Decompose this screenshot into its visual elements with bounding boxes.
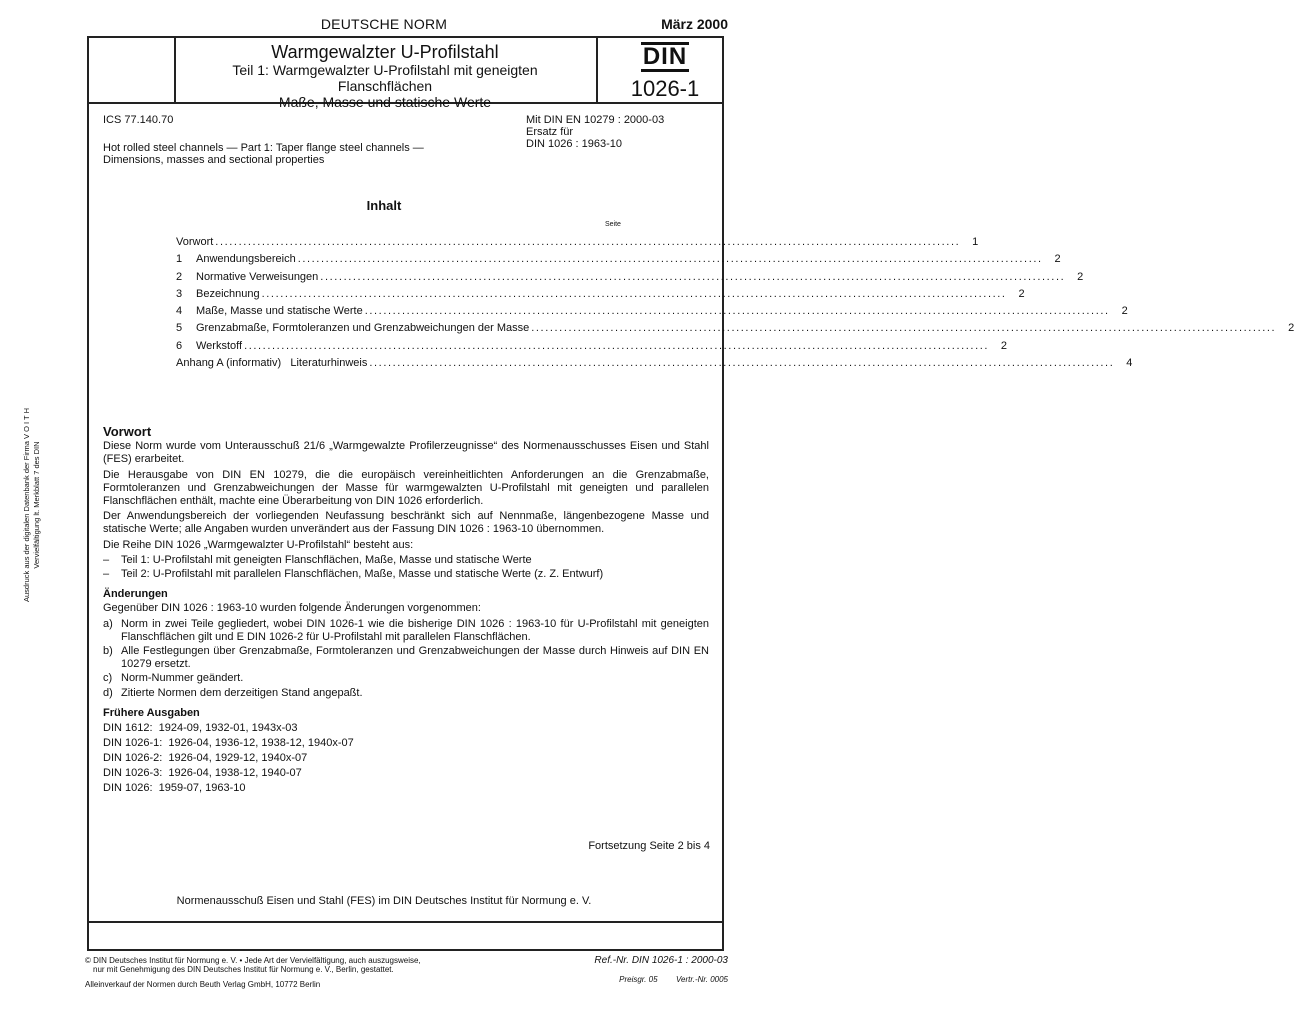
reference-number: Ref.-Nr. DIN 1026-1 : 2000-03 xyxy=(594,955,728,966)
foreword-paragraph-3: Der Anwendungsbereich der vorliegenden Neufassung beschränkt sich auf Nennmaße, längenbezogene Masse und statische Werte; alle Angaben wurden unverändert aus der Fassung DIN 1026 : 1963-10 übernommen. xyxy=(103,510,709,536)
toc-entry-label: Bezeichnung xyxy=(196,287,260,300)
copyright-line-2: nur mit Genehmigung des DIN Deutsches Institut für Normung e. V., Berlin, gestattet. xyxy=(93,965,394,974)
series-item xyxy=(103,554,709,567)
toc-leader-dots: ................................................................................................................................................................ xyxy=(320,270,1066,283)
toc-entry-number: 6 xyxy=(176,339,183,352)
series-item xyxy=(103,568,709,581)
list-text: Teil 2: U-Profilstahl mit parallelen Flanschflächen, Maße, Masse und statische Werte (z. Z. Entwurf) xyxy=(121,568,604,581)
toc-leader-dots: ................................................................................................................................................................ xyxy=(364,305,1110,318)
replacement-line-2: Ersatz für xyxy=(526,126,574,138)
english-title-line-1: Hot rolled steel channels — Part 1: Taper flange steel channels — xyxy=(103,142,424,154)
din-block xyxy=(610,42,720,102)
toc-leader-dots: ................................................................................................................................................................ xyxy=(215,236,961,248)
committee-line: Normenausschuß Eisen und Stahl (FES) im DIN Deutsches Institut für Normung e. V. xyxy=(176,895,592,907)
document-subtitle-2: Maße, Masse und statische Werte xyxy=(278,94,492,110)
toc-entry[interactable] xyxy=(176,236,979,253)
toc-entry[interactable] xyxy=(176,339,1008,357)
toc-entry-label: Werkstoff xyxy=(196,339,243,352)
change-item xyxy=(103,618,709,644)
copyright-notice xyxy=(85,956,421,974)
continuation-note: Fortsetzung Seite 2 bis 4 xyxy=(588,840,710,852)
foreword-heading: Vorwort xyxy=(103,424,152,439)
history-line: DIN 1026: 1959-07, 1963-10 xyxy=(103,782,246,795)
price-info xyxy=(619,975,728,984)
history-line: DIN 1612: 1924-09, 1932-01, 1943x-03 xyxy=(103,722,298,735)
ics-code: ICS 77.140.70 xyxy=(103,114,174,126)
toc-entry-number: 2 xyxy=(176,270,183,283)
din-logo: DIN xyxy=(642,43,688,70)
history-heading: Frühere Ausgaben xyxy=(103,706,200,719)
contents-page-header: Seite xyxy=(605,221,621,228)
replacement-line-3: DIN 1026 : 1963-10 xyxy=(526,138,623,150)
series-list xyxy=(103,554,709,581)
side-note-text xyxy=(22,408,42,602)
header-right-divider xyxy=(596,38,598,102)
toc-entry-page: 4 xyxy=(1126,357,1133,370)
list-text: Norm in zwei Teile gegliedert, wobei DIN 1026-1 wie die bisherige DIN 1026 : 1963-10 für U-Profilstahl mit geneigten Flanschflächen gilt und E DIN 1026-2 für U-Profilstahl mit parallelen Flanschflächen. xyxy=(121,617,709,643)
toc-entry-label: Anwendungsbereich xyxy=(196,253,296,266)
history-list xyxy=(103,721,709,796)
toc-leader-dots: ................................................................................................................................................................ xyxy=(369,357,1115,370)
toc-entry[interactable] xyxy=(176,253,1061,270)
list-text: Norm-Nummer geändert. xyxy=(121,672,244,685)
standard-type: DEUTSCHE NORM xyxy=(320,16,448,32)
list-text: Alle Festlegungen über Grenzabmaße, Formtoleranzen und Grenzabweichungen der Masse durch Hinweis auf DIN EN 10279 ersetzt. xyxy=(121,645,709,671)
contents-title: Inhalt xyxy=(366,198,402,213)
header-left-divider xyxy=(174,38,176,102)
table-of-contents xyxy=(176,236,1294,374)
footer-divider xyxy=(89,921,722,923)
document-subtitle-1: Teil 1: Warmgewalzter U-Profilstahl mit geneigten Flanschflächen xyxy=(232,62,538,94)
replacement-info xyxy=(526,114,664,150)
list-marker: – xyxy=(103,553,110,566)
toc-entry[interactable] xyxy=(176,322,1294,339)
toc-leader-dots: ................................................................................................................................................................ xyxy=(261,287,1007,300)
toc-entry-page: 2 xyxy=(1077,270,1084,283)
price-group: Preisgr. 05 xyxy=(619,975,658,984)
toc-entry-label: Grenzabmaße, Formtoleranzen und Grenzabweichungen der Masse xyxy=(196,322,530,335)
toc-entry-label: Maße, Masse und statische Werte xyxy=(196,305,363,318)
main-body xyxy=(103,425,709,796)
toc-entry-number: 5 xyxy=(176,322,183,335)
toc-entry[interactable] xyxy=(176,287,1025,305)
change-item xyxy=(103,645,709,671)
toc-entry-page: 1 xyxy=(972,236,979,248)
document-title: Warmgewalzter U-Profilstahl xyxy=(271,42,499,62)
foreword-paragraph-1: Diese Norm wurde vom Unterausschuß 21/6 „Warmgewalzte Profilerzeugnisse“ des Normenausschusses Eisen und Stahl (FES) erarbeitet. xyxy=(103,440,709,466)
toc-entry-number: 3 xyxy=(176,287,183,300)
replacement-line-1: Mit DIN EN 10279 : 2000-03 xyxy=(526,114,665,126)
changes-heading: Änderungen xyxy=(103,588,168,601)
din-number: 1026-1 xyxy=(630,76,700,101)
side-note xyxy=(22,408,52,602)
change-item xyxy=(103,687,709,700)
title-block xyxy=(185,42,585,110)
side-note-line-2: Vervielfältigung lt. Merkblatt 7 des DIN xyxy=(32,441,41,569)
list-marker: – xyxy=(103,568,110,581)
list-marker: a) xyxy=(103,617,113,630)
changes-intro: Gegenüber DIN 1026 : 1963-10 wurden folgende Änderungen vorgenommen: xyxy=(103,602,481,615)
list-text: Zitierte Normen dem derzeitigen Stand angepaßt. xyxy=(121,686,363,699)
toc-leader-dots: ................................................................................................................................................................ xyxy=(297,253,1043,266)
toc-entry-page: 2 xyxy=(1054,253,1061,266)
toc-entry[interactable] xyxy=(176,270,1084,288)
history-line: DIN 1026-2: 1926-04, 1929-12, 1940x-07 xyxy=(103,752,308,765)
list-marker: d) xyxy=(103,686,113,699)
toc-entry[interactable] xyxy=(176,357,1133,374)
toc-entry-label: Anhang A (informativ) Literaturhinweis xyxy=(176,357,368,370)
toc-entry-page: 2 xyxy=(1000,339,1008,352)
side-note-line-1: Ausdruck aus der digitalen Datenbank der Firma V O I T H xyxy=(22,408,31,602)
toc-entry-number: 1 xyxy=(176,253,183,266)
list-text: Teil 1: U-Profilstahl mit geneigten Flanschflächen, Maße, Masse und statische Werte xyxy=(121,553,532,566)
foreword-paragraph-2: Die Herausgabe von DIN EN 10279, die die europäisch vereinheitlichten Anforderungen an die Grenzabmaße, Formtoleranzen und Grenzabweichungen der Masse für warmgewalzten U-Profilstahl mit geneigten und parallelen Flanschflächen enthält, machte eine Überarbeitung von DIN 1026 erforderlich. xyxy=(103,468,709,508)
toc-entry-page: 2 xyxy=(1018,287,1025,300)
toc-entry-page: 2 xyxy=(1121,305,1128,318)
english-title-line-2: Dimensions, masses and sectional properties xyxy=(103,154,325,166)
publication-date: März 2000 xyxy=(661,16,728,32)
distribution-number: Vertr.-Nr. 0005 xyxy=(675,975,728,984)
english-title xyxy=(103,142,463,166)
toc-leader-dots: ................................................................................................................................................................ xyxy=(531,322,1277,335)
changes-list xyxy=(103,618,709,700)
sales-notice: Alleinverkauf der Normen durch Beuth Verlag GmbH, 10772 Berlin xyxy=(85,980,321,989)
list-marker: b) xyxy=(103,645,113,658)
list-marker: c) xyxy=(103,672,113,685)
change-item xyxy=(103,672,709,685)
toc-entry-label: Vorwort xyxy=(176,236,214,248)
toc-entry-number: 4 xyxy=(176,305,183,318)
history-line: DIN 1026-3: 1926-04, 1938-12, 1940-07 xyxy=(103,767,302,780)
toc-entry[interactable] xyxy=(176,305,1128,322)
toc-leader-dots: ................................................................................................................................................................ xyxy=(244,339,990,352)
toc-entry-page: 2 xyxy=(1288,322,1294,335)
toc-entry-label: Normative Verweisungen xyxy=(196,270,319,283)
foreword-paragraph-4: Die Reihe DIN 1026 „Warmgewalzter U-Profilstahl“ besteht aus: xyxy=(103,538,414,551)
copyright-line-1: © DIN Deutsches Institut für Normung e. V. • Jede Art der Vervielfältigung, auch auszugsweise, xyxy=(85,956,421,965)
history-line: DIN 1026-1: 1926-04, 1936-12, 1938-12, 1940x-07 xyxy=(103,737,354,750)
